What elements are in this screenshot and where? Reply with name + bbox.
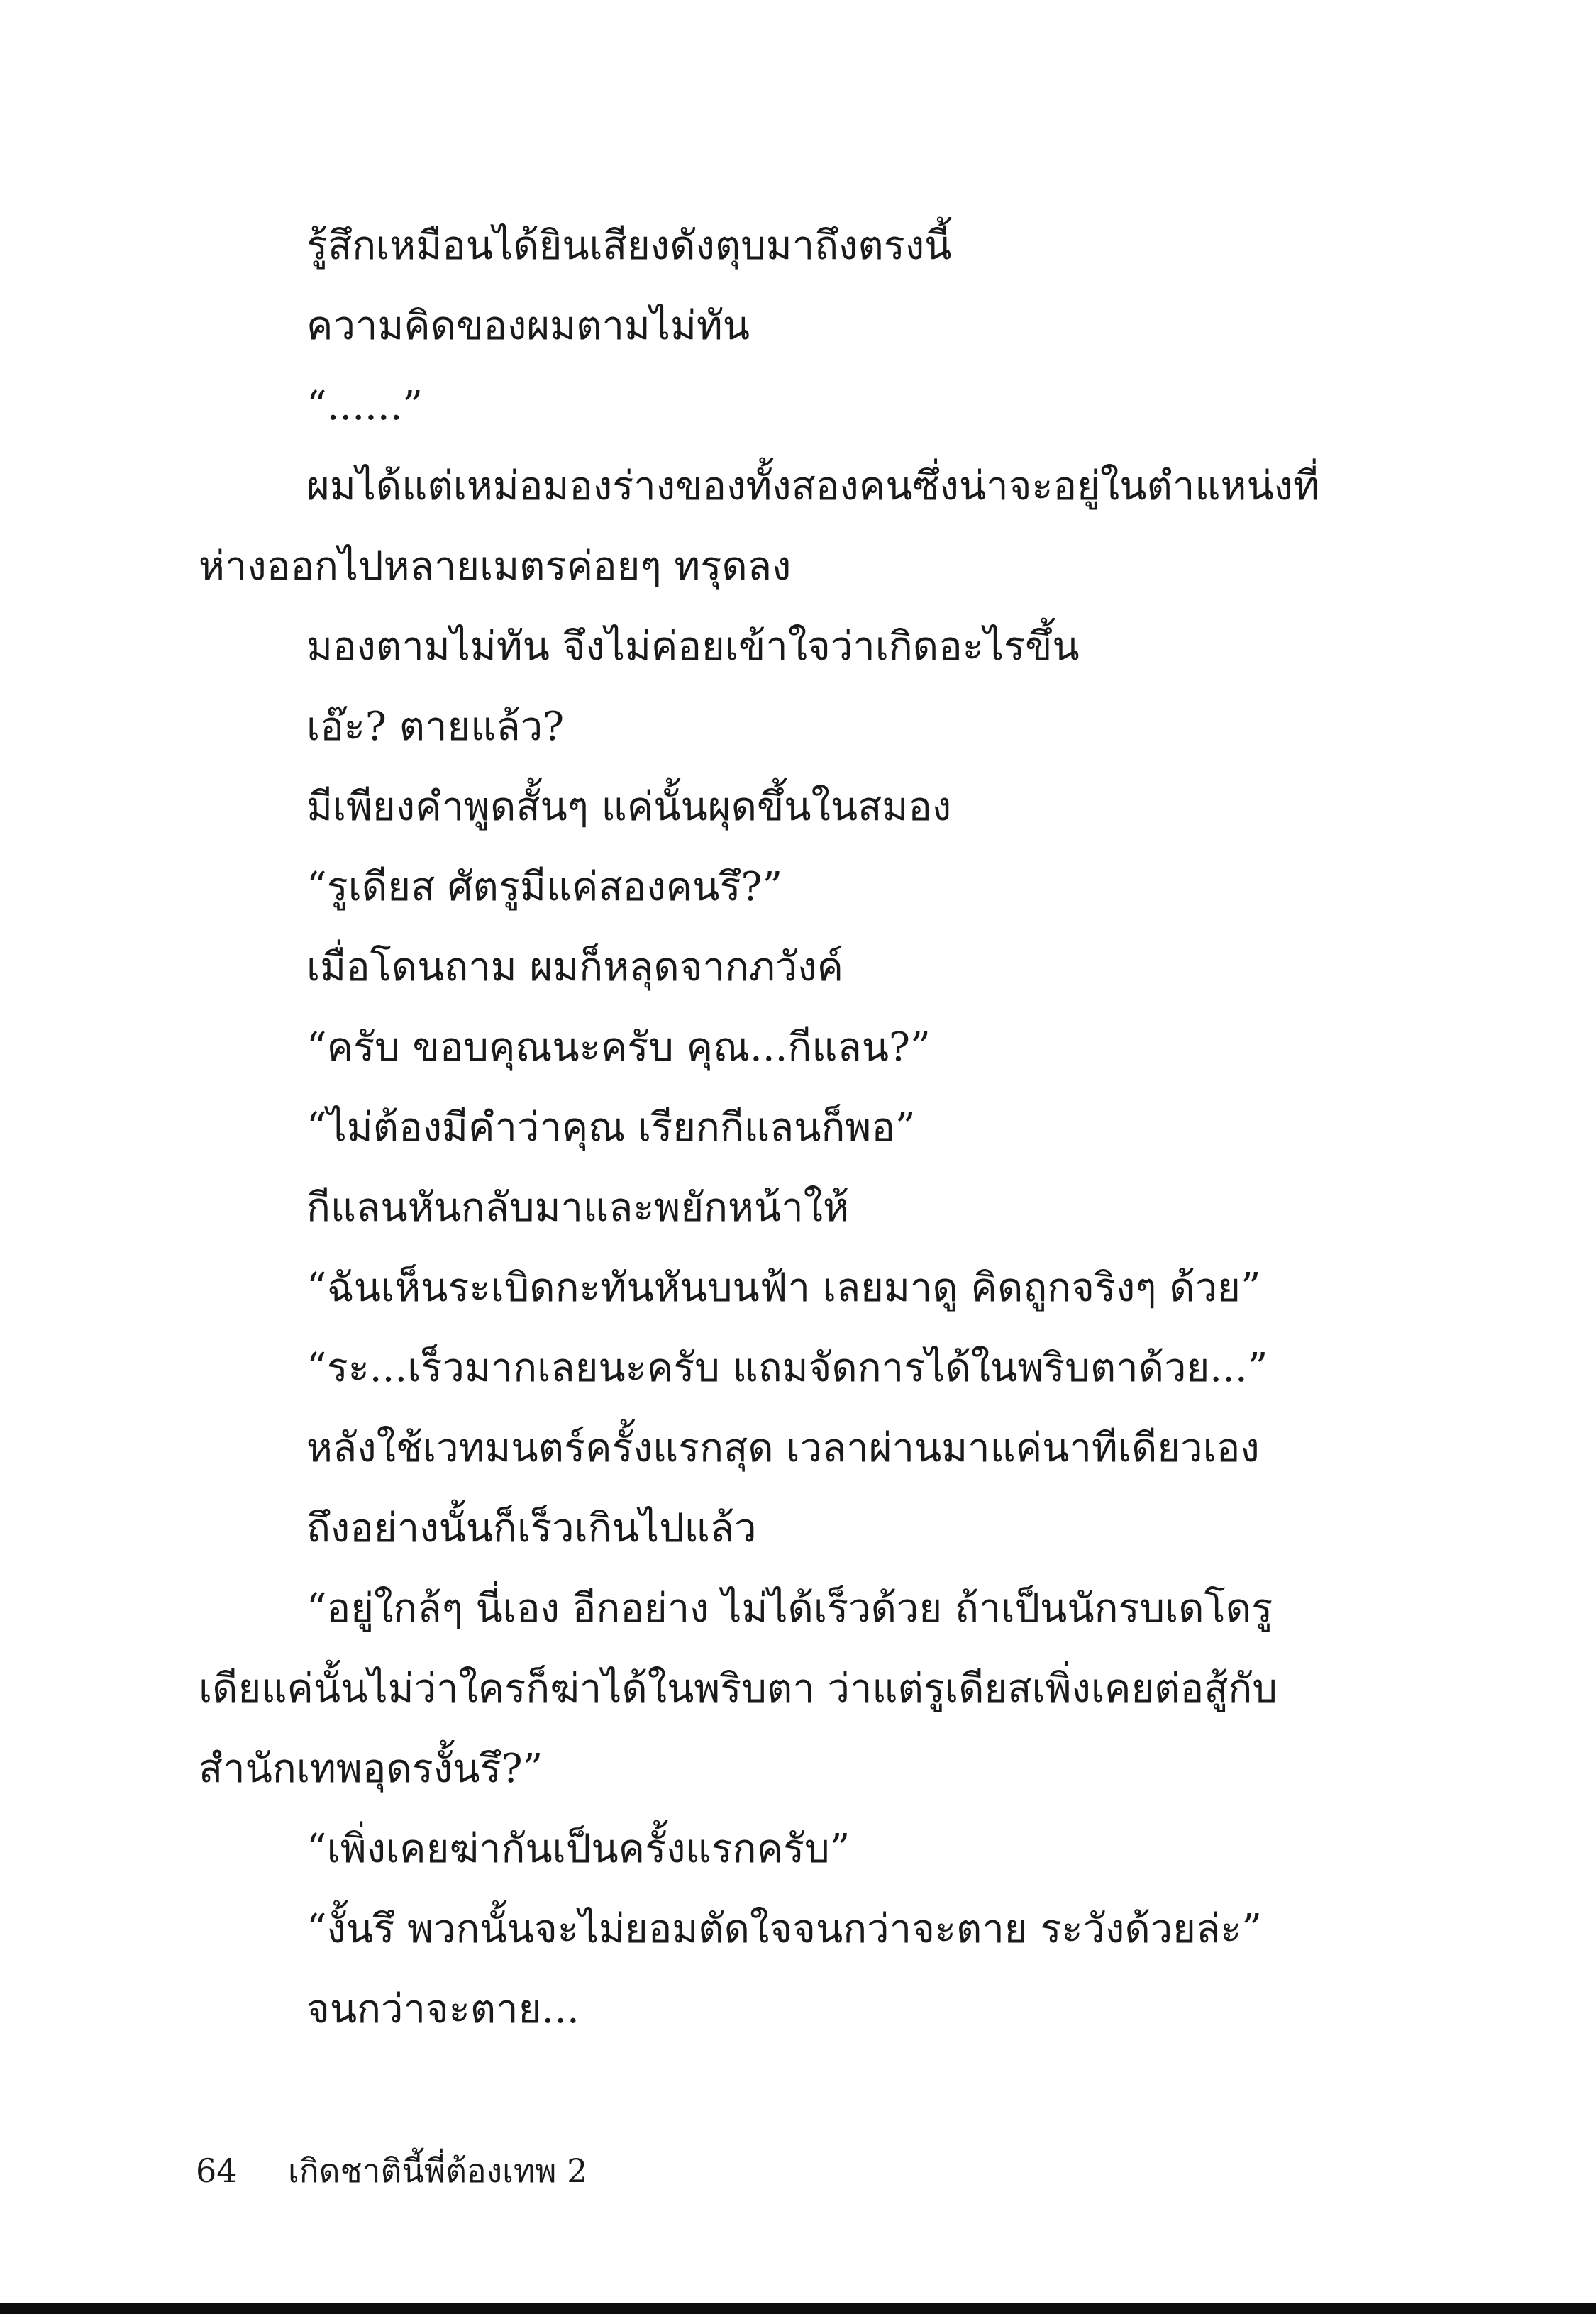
paragraph: “ไม่ต้องมีคำว่าคุณ เรียกกีแลนก็พอ” — [306, 1105, 916, 1151]
paragraph: ผมได้แต่เหม่อมองร่างของทั้งสองคนซึ่งน่าจะอยู่ในตำแหน่งที่ห่างออกไปหลายเมตรค่อยๆ ทรุดลง — [199, 463, 1319, 589]
paragraph: ความคิดของผมตามไม่ทัน — [306, 303, 750, 349]
paragraph: รู้สึกเหมือนได้ยินเสียงดังตุบมาถึงตรงนี้ — [306, 223, 952, 269]
paragraph: กีแลนหันกลับมาและพยักหน้าให้ — [306, 1185, 849, 1231]
paragraph: ถึงอย่างนั้นก็เร็วเกินไปแล้ว — [306, 1505, 757, 1551]
paragraph: หลังใช้เวทมนตร์ครั้งแรกสุด เวลาผ่านมาแค่นาทีเดียวเอง — [306, 1425, 1260, 1471]
running-title: เกิดชาตินี้พี่ต้องเทพ 2 — [288, 2152, 588, 2190]
paragraph: “......” — [306, 383, 423, 429]
bottom-border — [0, 2303, 1596, 2314]
paragraph: เมื่อโดนถาม ผมก็หลุดจากภวังค์ — [306, 944, 844, 990]
paragraph: “อยู่ใกล้ๆ นี่เอง อีกอย่าง ไม่ได้เร็วด้วย ถ้าเป็นนักรบเดโดรูเดียแค่นั้นไม่ว่าใครก็ฆ่าได้ในพริบตา ว่าแต่รูเดียสเพิ่งเคยต่อสู้กับสำนักเทพอุดรงั้นรึ?” — [199, 1585, 1278, 1792]
paragraph: เอ๊ะ? ตายแล้ว? — [306, 704, 565, 750]
paragraph: “เพิ่งเคยฆ่ากันเป็นครั้งแรกครับ” — [306, 1826, 850, 1872]
paragraph: “ฉันเห็นระเบิดกะทันหันบนฟ้า เลยมาดู คิดถูกจริงๆ ด้วย” — [306, 1265, 1261, 1311]
page-number: 64 — [196, 2152, 238, 2190]
paragraph: “งั้นรึ พวกนั้นจะไม่ยอมตัดใจจนกว่าจะตาย ระวังด้วยล่ะ” — [306, 1906, 1262, 1952]
paragraph: “ระ...เร็วมากเลยนะครับ แถมจัดการได้ในพริบตาด้วย...” — [306, 1345, 1268, 1391]
paragraph: “ครับ ขอบคุณนะครับ คุณ...กีแลน?” — [306, 1024, 931, 1070]
page-footer — [196, 2146, 587, 2196]
paragraph: มีเพียงคำพูดสั้นๆ แค่นั้นผุดขึ้นในสมอง — [306, 784, 952, 830]
paragraph: “รูเดียส ศัตรูมีแค่สองคนรึ?” — [306, 864, 783, 910]
paragraph: มองตามไม่ทัน จึงไม่ค่อยเข้าใจว่าเกิดอะไรขึ้น — [306, 624, 1080, 670]
paragraph: จนกว่าจะตาย... — [306, 1986, 580, 2032]
body-text — [199, 206, 1319, 2049]
